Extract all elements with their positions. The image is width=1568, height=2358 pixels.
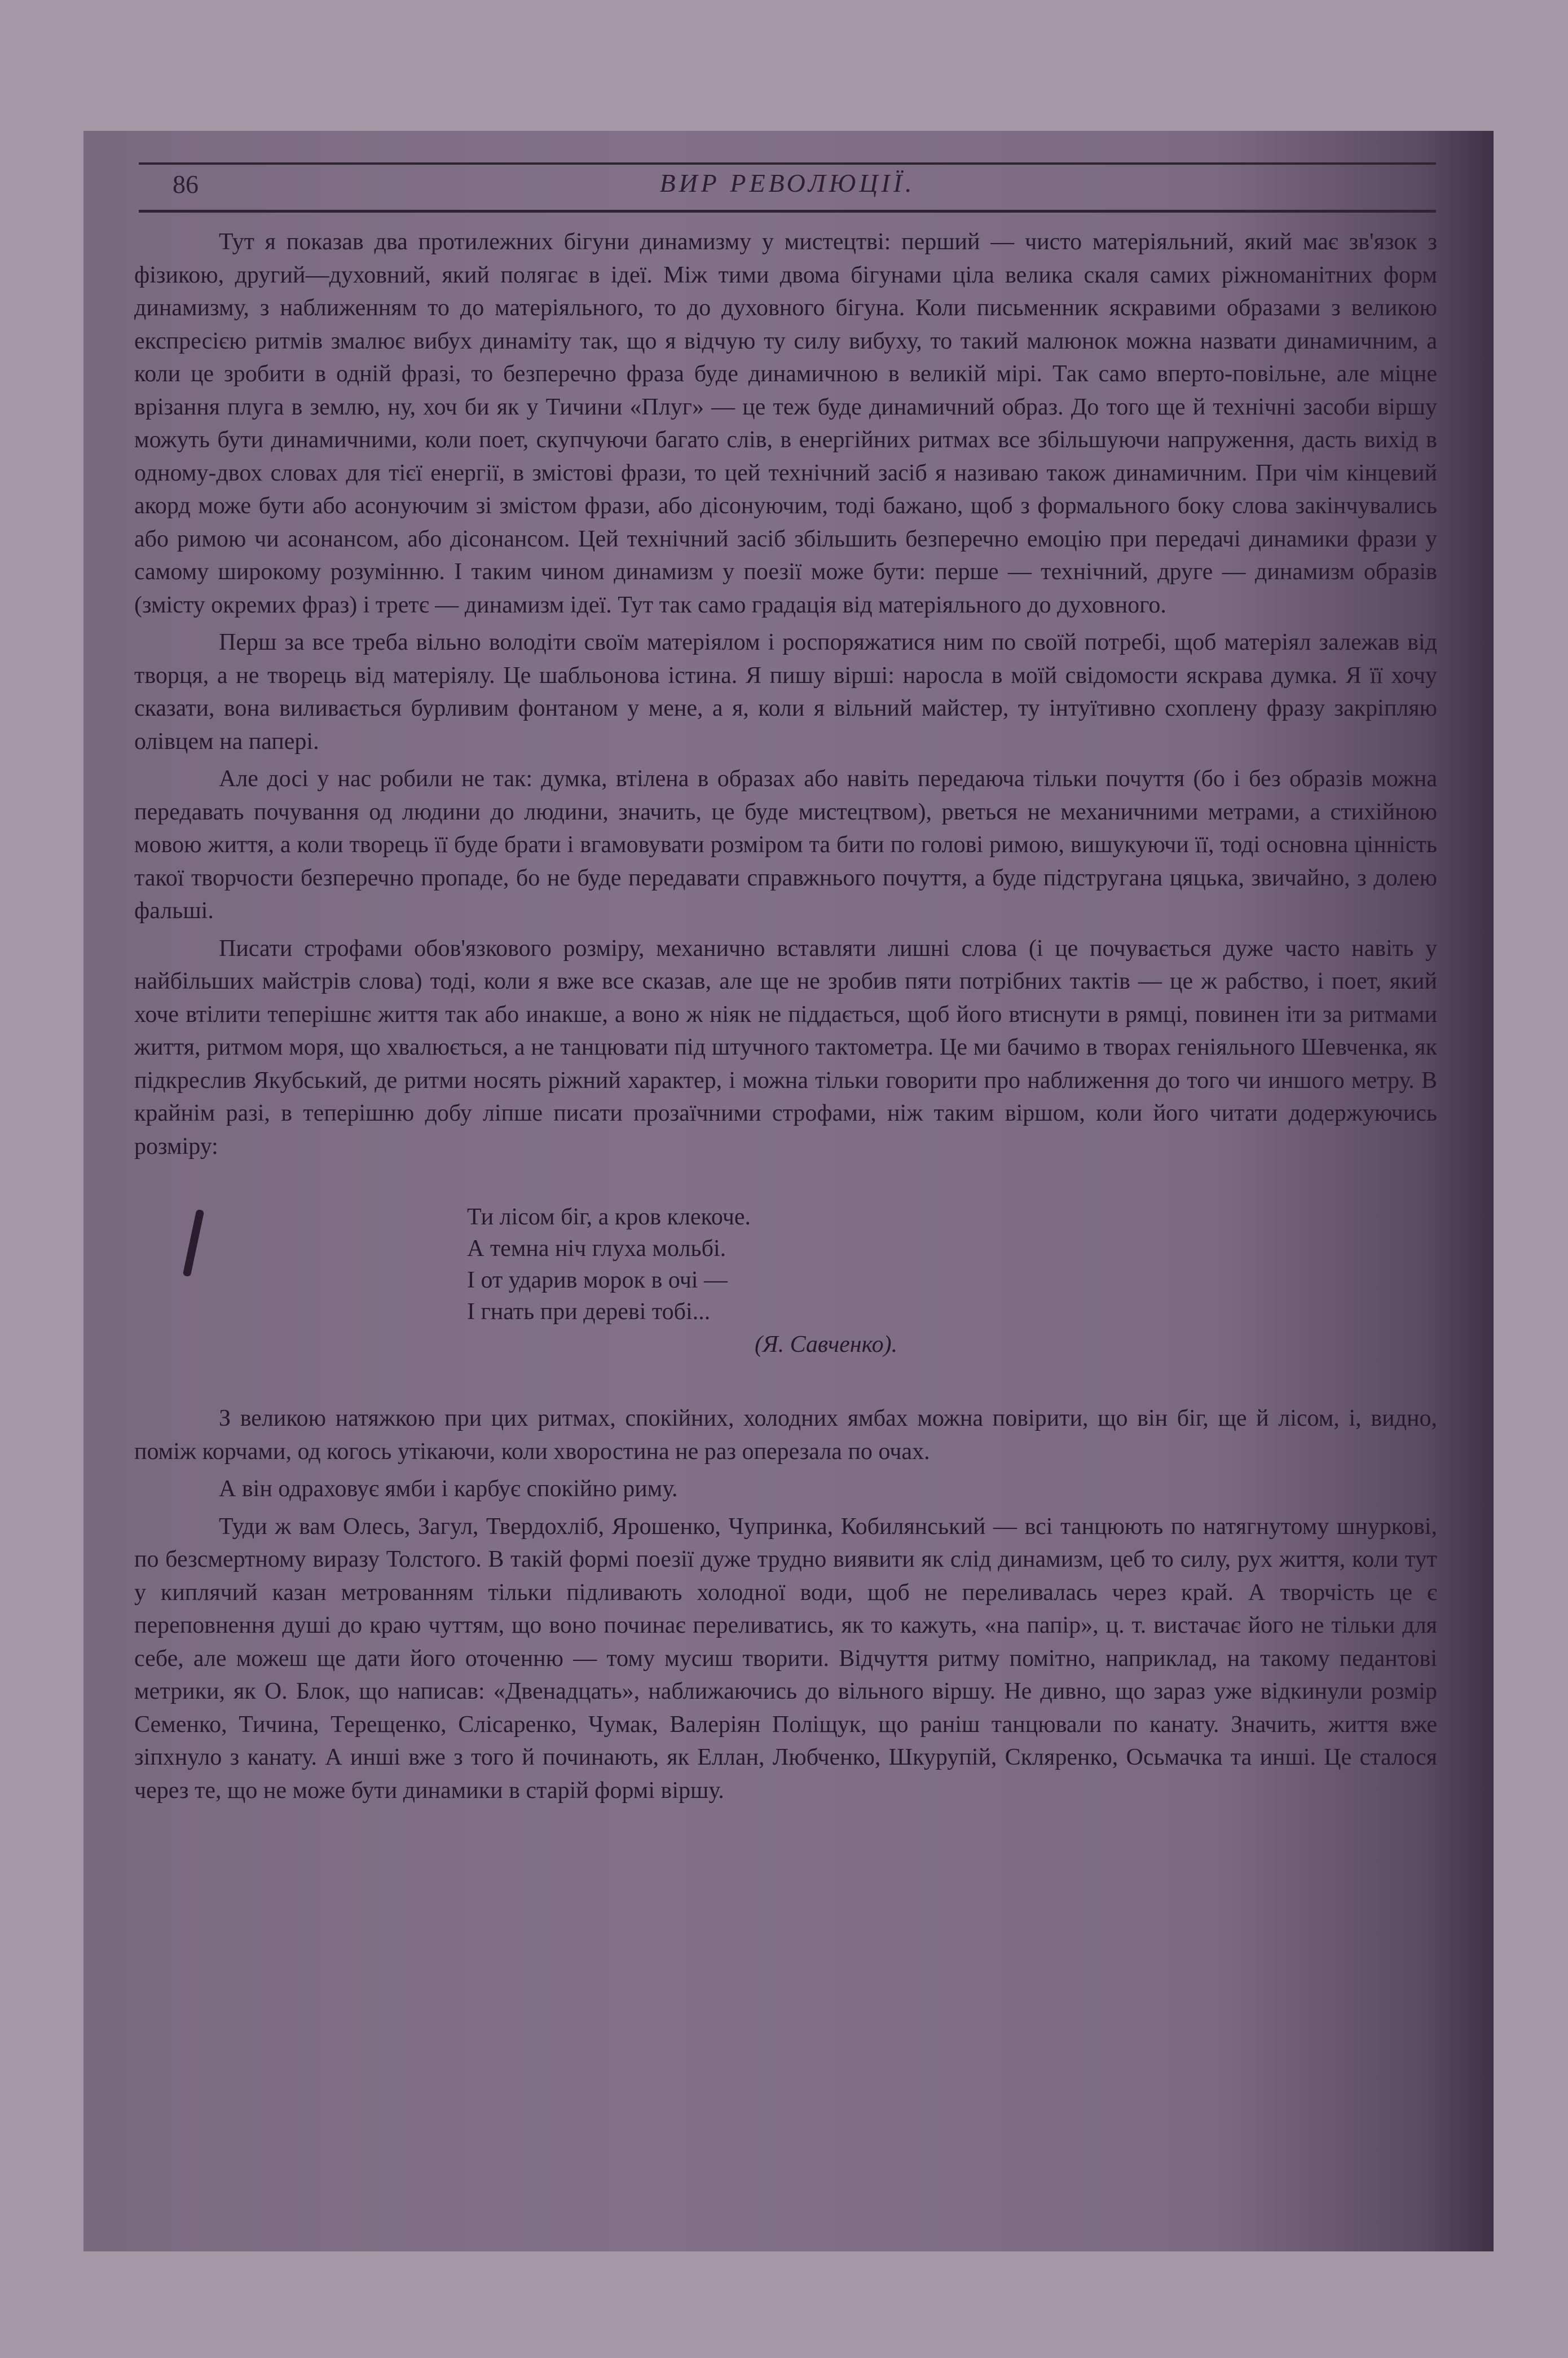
paragraph: Писати строфами обов'язкового розміру, механично вставляти лишні слова (і це почувається дуже часто навіть у найбільших майстрів слова) тоді, коли я вже все сказав, але ще не зробив пяти потрібних тактів — це ж рабство, і поет, який хоче втілити теперішнє життя так або инакше, а воно ж ніяк не піддається, щоб його втиснути в рямці, повинен іти за ритмами життя, ритмом моря, що хвалюється, а не танцювати під штучного тактометра. Це ми бачимо в творах геніяльного Шевченка, як підкреслив Якубський, де ритми носять ріжний характер, і можна тільки говорити про наближення до того чи иншого метру. В крайнім разі, в теперішню добу ліпше писати прозаїчними строфами, ніж таким віршом, коли його читати додержуючись розміру: <box>134 935 1437 1160</box>
poem-line: А темна ніч глуха мольбі. <box>467 1236 726 1262</box>
book-page <box>83 131 1494 2251</box>
paragraph: Тут я показав два протилежних бігуни динамизму у мистецтві: перший — чисто матеріяльний, який має зв'язок з фізикою, другий—духовний, який полягає в ідеї. Між тими двома бігунами ціла велика скаля самих ріжноманітних форм динамизму, з наближенням то до матеріяльного, то до духовного бігуна. Коли письменник яскравими образами з великою експресією ритмів змалює вибух динаміту так, що я відчую ту силу вибуху, то такий малюнок можна назвати динамичним, а коли це зробити в одній фразі, то безперечно фраза буде динамичною в великій мірі. Так само вперто-повільне, але міцне врізання плуга в землю, ну, хоч би як у Тичини «Плуг» — це теж буде динамичний образ. До того ще й технічні засоби віршу можуть бути динамичними, коли поет, скупчуючи багато слів, в енергійних ритмах все збільшуючи напруження, дасть вихід в одному-двох словах для тієї енергії, в змістові фрази, то цей технічний засіб я називаю також динамичним. При чім кінцевий акорд може бути або асонуючим зі змістом фрази, або дісонуючим, тоді бажано, щоб з формального боку слова закінчувались або римою чи асонансом, або дісонансом. Цей технічний засіб збільшить безперечно емоцію при передачі динамики фрази у самому широкому розумінню. І таким чином динамизм у поезії може бути: перше — технічний, друге — динамизм образів (змісту окремих фраз) і третє — динамизм ідеї. Тут так само градація від матеріяльного до духовного. <box>134 229 1437 618</box>
poem-line: Ти лісом біг, а кров клекоче. <box>467 1204 751 1230</box>
header-rule-top <box>139 162 1436 165</box>
running-title: ВИР РЕВОЛЮЦІЇ. <box>659 169 915 197</box>
article-body <box>134 226 1437 1807</box>
page-number: 86 <box>173 170 199 199</box>
poem-line: І гнать при дереві тобі... <box>467 1299 711 1325</box>
page-header <box>139 147 1436 214</box>
paragraph: Але досі у нас робили не так: думка, втілена в образах або навіть передаюча тільки почуття (бо і без образів можна передавать почування од людини до людини, значить, це буде мистецтвом), рветься не механичними метрами, а стихійною мовою життя, а коли творець її буде брати і вгамовувати розміром та бити по голові римою, вишукуючи її, тоді основна цінність такої творчости безперечно пропаде, бо не буде передавати справжнього почуття, а буде підстругана цяцька, звичайно, з долею фальші. <box>134 766 1437 924</box>
poem-line: І от ударив морок в очі — <box>467 1267 728 1293</box>
paragraph: Туди ж вам Олесь, Загул, Твердохліб, Ярошенко, Чупринка, Кобилянський — всі танцюють по натягнутому шнуркові, по безсмертному виразу Толстого. В такій формі поезії дуже трудно виявити як слід динамизм, цеб то силу, рух життя, коли тут у киплячий казан метрованням тільки підливають холодної води, щоб не переливалась через край. А творчість це є переповнення душі до краю чуттям, що воно починає переливатись, як то кажуть, «на папір», ц. т. вистачає його не тільки для себе, але можеш ще дати його оточенню — тому мусиш творити. Відчуття ритму помітно, наприклад, на такому педантові метрики, як О. Блок, що написав: «Двенадцать», наближаючись до вільного віршу. Не дивно, що зараз уже відкинули розмір Семенко, Тичина, Терещенко, Слісаренко, Чумак, Валеріян Поліщук, що раніш танцювали по канату. Значить, життя вже зіпхнуло з канату. А инші вже з того й починають, як Еллан, Любченко, Шкурупій, Скляренко, Осьмачка та инші. Це сталося через те, що не може бути динамики в старій формі віршу. <box>134 1513 1437 1804</box>
paragraph: А він одраховує ямби і карбує спокійно риму. <box>219 1476 678 1502</box>
poem-author: (Я. Савченко). <box>755 1332 898 1357</box>
paragraph: З великою натяжкою при цих ритмах, спокійних, холодних ямбах можна повірити, що він біг, ще й лісом, і, видно, поміж корчами, од когось утікаючи, коли хворостина не раз оперезала по очах. <box>134 1405 1437 1465</box>
poem-quote <box>134 1201 1437 1360</box>
header-rule-bottom <box>139 210 1436 213</box>
paragraph: Перш за все треба вільно володіти своїм матеріялом і роспоряжатися ним по своїй потребі, щоб матеріял залежав від творця, а не творець від матеріялу. Це шабльонова істина. Я пишу вірші: наросла в моїй свідомости яскрава думка. Я її хочу сказати, вона виливається бурливим фонтаном у мене, а я, коли я вільний майстер, ту інтуїтивно схоплену фразу закріпляю олівцем на папері. <box>134 629 1437 755</box>
